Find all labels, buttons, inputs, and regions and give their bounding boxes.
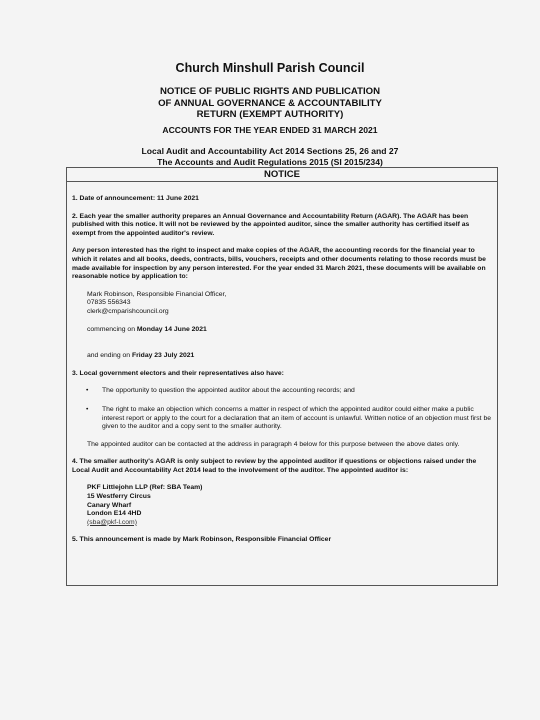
legislation-line: Local Audit and Accountability Act 2014 Sections 25, 26 and 27 (141, 146, 399, 156)
notice-title-line: NOTICE OF PUBLIC RIGHTS AND PUBLICATION (159, 86, 381, 97)
right-objection: • The right to make an objection which concerns a matter in respect of which the appointed auditor could either make a public interest report or apply to the court for a declaration that an item of account is unlawful. Written notice of an objection must first be given to the auditor and a copy sent to the smaller authority. (72, 406, 492, 432)
council-name: Church Minshull Parish Council (175, 61, 365, 75)
ending-date: Friday 23 July 2021 (131, 352, 195, 360)
auditor-line: PKF Littlejohn LLP (Ref: SBA Team) (87, 484, 203, 492)
auditor-line: Canary Wharf (87, 501, 132, 509)
item-3-rights: 3. Local government electors and their representatives also have: (72, 369, 284, 377)
auditor-line: 15 Westferry Circus (87, 493, 151, 501)
notice-title (0, 86, 540, 121)
right-question: • The opportunity to question the appointed auditor about the accounting records; and (72, 387, 492, 396)
auditor-contact-note: The appointed auditor can be contacted at the address in paragraph 4 below for this purpose between the above dates only. (87, 440, 460, 448)
commencing-date-line (87, 326, 492, 335)
commencing-date: Monday 14 June 2021 (136, 325, 207, 333)
contact-phone: 07835 556343 (87, 299, 131, 307)
auditor-address (72, 484, 492, 527)
item-4-auditor: 4. The smaller authority's AGAR is only subject to review by the appointed auditor if questions or objections raised under the Local Audit and Accountability Act 2014 lead to the involvement of the auditor. The appointed auditor is: (72, 458, 477, 474)
rights-list (72, 387, 492, 431)
notice-title-line: OF ANNUAL GOVERNANCE & ACCOUNTABILITY (158, 97, 382, 109)
notice-box (66, 167, 498, 586)
accounts-year: ACCOUNTS FOR THE YEAR ENDED 31 MARCH 2021 (162, 125, 378, 135)
legislation (0, 146, 540, 167)
contact-block (72, 291, 492, 361)
auditor-line: London E14 4HD (87, 510, 142, 518)
item-2-agar: 2. Each year the smaller authority prepares an Annual Governance and Accountability Return (AGAR). The AGAR has been published with this notice. It will not be reviewed by the appointed auditor, since the smaller authority has certified itself as exempt from the appointed auditor's review. (72, 212, 470, 237)
ending-date-line (87, 352, 492, 361)
contact-name: Mark Robinson, Responsible Financial Officer, (87, 290, 227, 298)
commencing-label: commencing on (87, 325, 137, 333)
contact-email[interactable]: clerk@cmparishcouncil.org (87, 307, 169, 315)
notice-heading: NOTICE (67, 168, 497, 182)
item-1-date: 1. Date of announcement: 11 June 2021 (72, 195, 199, 202)
inspection-rights: Any person interested has the right to inspect and make copies of the AGAR, the accounting records for the financial year to which it relates and all books, deeds, contracts, bills, vouchers, receipts and other documents relating to those records must be made available for inspection by any person interested. For the year ended 31 March 2021, these documents will be available on reasonable notice by application to: (72, 247, 486, 281)
auditor-email-link[interactable]: (sba@pkf-l.com) (87, 518, 137, 526)
item-5-announcement: 5. This announcement is made by Mark Robinson, Responsible Financial Officer (72, 536, 332, 544)
notice-title-line: RETURN (EXEMPT AUTHORITY) (196, 109, 344, 120)
notice-body (72, 195, 492, 545)
ending-label: and ending on (87, 352, 132, 360)
legislation-line: The Accounts and Audit Regulations 2015 (SI 2015/234) (157, 156, 383, 167)
